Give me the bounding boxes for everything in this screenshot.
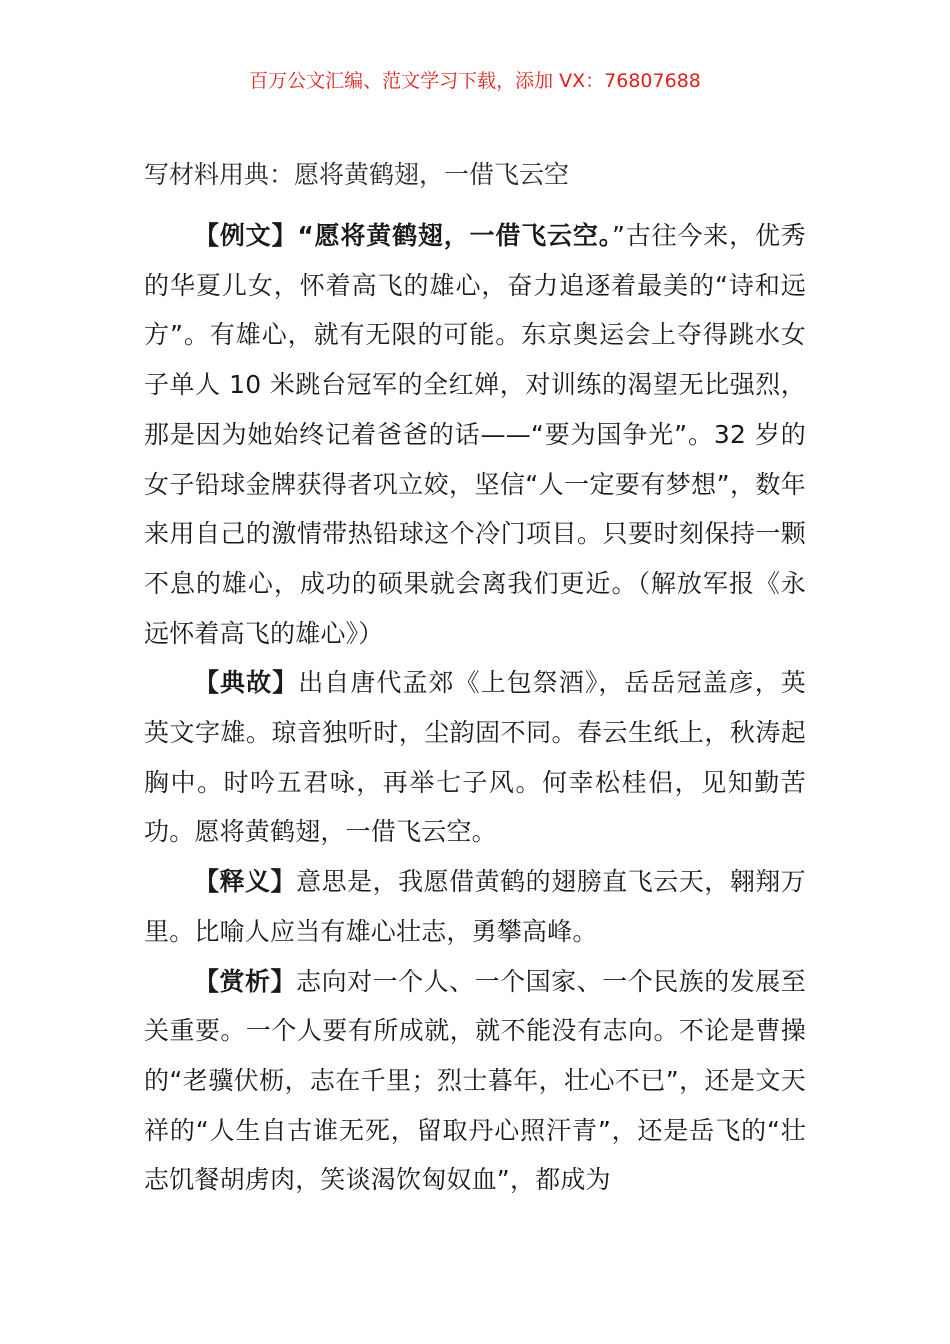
promo-header-note: 百万公文汇编、范文学习下载，添加 VX：76807688 bbox=[249, 70, 701, 92]
meaning-paragraph bbox=[144, 857, 806, 956]
origin-paragraph bbox=[144, 658, 806, 857]
example-quote: “愿将黄鹤翅，一借飞云空。 bbox=[297, 221, 613, 250]
appreciation-paragraph bbox=[144, 957, 806, 1206]
meaning-text: 意思是，我愿借黄鹤的翅膀直飞云天，翱翔万里。比喻人应当有雄心壮志，勇攀高峰。 bbox=[144, 867, 806, 946]
example-text: ”古往今来，优秀的华夏儿女，怀着高飞的雄心，奋力追逐着最美的“诗和远方”。有雄心，就有无限的可能。东京奥运会上夺得跳水女子单人 10 米跳台冠军的全红婵，对训练的渴望无比强烈，那是因为她始终记着爸爸的话——“要为国争光”。32 岁的女子铅球金牌获得者巩立姣，坚信“人一定要有梦想”，数年来用自己的激情带热铅球这个冷门项目。只要时刻保持一颗不息的雄心，成功的硕果就会离我们更近。（解放军报《永远怀着高飞的雄心》） bbox=[144, 221, 806, 648]
document-body bbox=[144, 211, 806, 1205]
document-title: 写材料用典：愿将黄鹤翅，一借飞云空 bbox=[144, 160, 570, 189]
example-paragraph bbox=[144, 211, 806, 658]
appreciation-text: 志向对一个人、一个国家、一个民族的发展至关重要。一个人要有所成就，就不能没有志向。不论是曹操的“老骥伏枥，志在千里；烈士暮年，壮心不已”，还是文天祥的“人生自古谁无死，留取丹心照汗青”，还是岳飞的“壮志饥餐胡虏肉，笑谈渴饮匈奴血”，都成为 bbox=[144, 966, 806, 1195]
origin-text: 出自唐代孟郊《上包祭酒》，岳岳冠盖彦，英英文字雄。琼音独听时，尘韵固不同。春云生纸上，秋涛起胸中。时吟五君咏，再举七子风。何幸松桂侣，见知勤苦功。愿将黄鹤翅，一借飞云空。 bbox=[144, 668, 806, 847]
example-tag: 【例文】 bbox=[194, 221, 298, 250]
meaning-tag: 【释义】 bbox=[194, 867, 297, 897]
appreciation-tag: 【赏析】 bbox=[194, 966, 297, 996]
origin-tag: 【典故】 bbox=[194, 668, 299, 698]
